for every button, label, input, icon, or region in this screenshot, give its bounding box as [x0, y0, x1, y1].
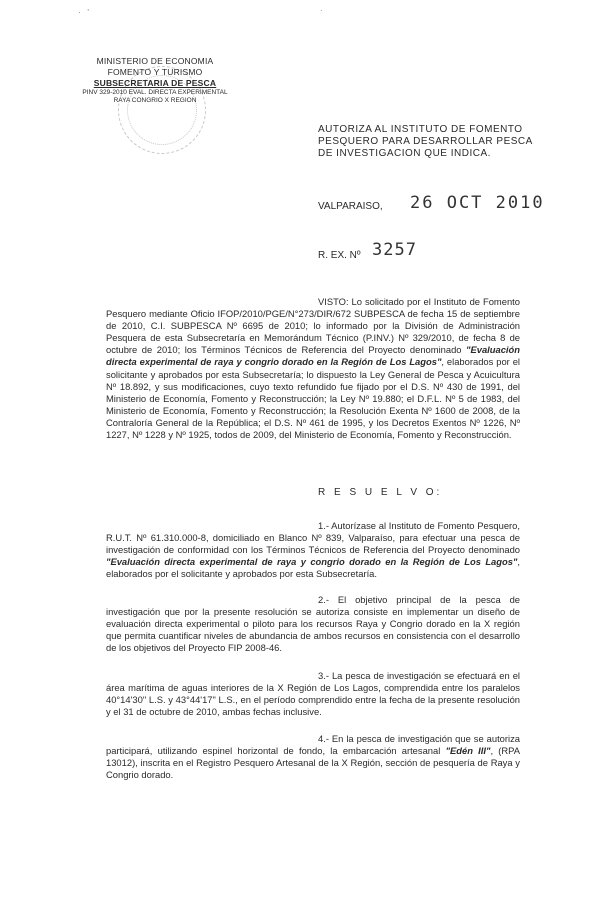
- ministry-name: MINISTERIO DE ECONOMIA: [96, 56, 214, 66]
- resolution-number-label: R. EX. Nº: [318, 250, 361, 261]
- file-reference: PINV 329-2010 EVAL. DIRECTA EXPERIMENTAL: [82, 89, 228, 96]
- article-2: 2.- El objetivo principal de la pesca de investigación que por la presente resolución se autoriza consiste en implementar un diseño de evaluación directa experimental o piloto para los recursos Raya y Congrio dorado en la X región que permita cuantificar niveles de abundancia de ambos recursos en consistencia con el desarrollo de los objetivos del Proyecto FIP 2008-46.: [106, 594, 520, 654]
- article-4: 4.- En la pesca de investigación que se autoriza participará, utilizando espinel horizontal de fondo, la embarcación artesanal "Edén III", (RPA 13012), inscrita en el Registro Pesquero Artesanal de la X Región, sección de pesquería de Raya y Congrio dorado.: [106, 733, 520, 781]
- file-reference-2: RAYA CONGRIO X REGION: [113, 97, 197, 104]
- letterhead: [60, 56, 250, 105]
- scan-mark: ·: [320, 6, 323, 15]
- ministry-subtitle: FOMENTO Y TURISMO: [107, 67, 203, 77]
- resolution-title: AUTORIZA AL INSTITUTO DE FOMENTO PESQUERO PARA DESARROLLAR PESCA DE INVESTIGACION QUE INDICA.: [318, 124, 533, 159]
- visto-paragraph: VISTO: Lo solicitado por el Instituto de Fomento Pesquero mediante Oficio IFOP/2010/PGE/N°273/DIR/672 SUBPESCA de fecha 15 de septiembre de 2010, C.I. SUBPESCA Nº 6695 de 2010; lo informado por la División de Administración Pesquera de esta Subsecretaría en Memorándum Técnico (P.INV.) Nº 329/2010, de fecha 8 de octubre de 2010; los Términos Técnicos de Referencia del Proyecto denominado "Evaluación directa experimental de raya y congrio dorado en la Región de Los Lagos", elaborados por el solicitante y aprobados por esta Subsecretaría; lo dispuesto la Ley General de Pesca y Acuicultura Nº 18.892, y sus modificaciones, cuyo texto refundido fue fijado por el D.S. Nº 430 de 1991, del Ministerio de Economía, Fomento y Reconstrucción; la Ley Nº 19.880; el D.F.L. Nº 5 de 1983, del Ministerio de Economía, Fomento y Reconstrucción; la Resolución Exenta Nº 1600 de 2008, de la Contraloría General de la República; el D.S. Nº 461 de 1995, y los Decretos Exentos Nº 1226, Nº 1227, Nº 1228 y Nº 1925, todos de 2009, del Ministerio de Economía, Fomento y Reconstrucción.: [106, 296, 520, 441]
- article-1: 1.- Autorízase al Instituto de Fomento Pesquero, R.U.T. Nº 61.310.000-8, domiciliado en Blanco Nº 839, Valparaíso, para efectuar una pesca de investigación de conformidad con los Términos Técnicos de Referencia del Proyecto denominado "Evaluación directa experimental de raya y congrio dorado en la Región de Los Lagos", elaborados por el solicitante y aprobados por esta Subsecretaría.: [106, 520, 520, 580]
- place-label: VALPARAISO,: [318, 201, 383, 212]
- undersecretariat-name: SUBSECRETARIA DE PESCA: [93, 78, 217, 88]
- resolution-number: 3257: [372, 240, 417, 260]
- date-stamp: 26 OCT 2010: [410, 193, 545, 213]
- scan-mark: · ': [78, 8, 89, 17]
- resuelvo-heading: R E S U E L V O:: [318, 487, 443, 498]
- article-3: 3.- La pesca de investigación se efectuará en el área marítima de aguas interiores de la X Región de Los Lagos, comprendida entre los paralelos 40°14'30" L.S. y 43°44'17" L.S., en el período comprendido entre la fecha de la presente resolución y el 31 de octubre de 2010, ambas fechas inclusive.: [106, 670, 520, 718]
